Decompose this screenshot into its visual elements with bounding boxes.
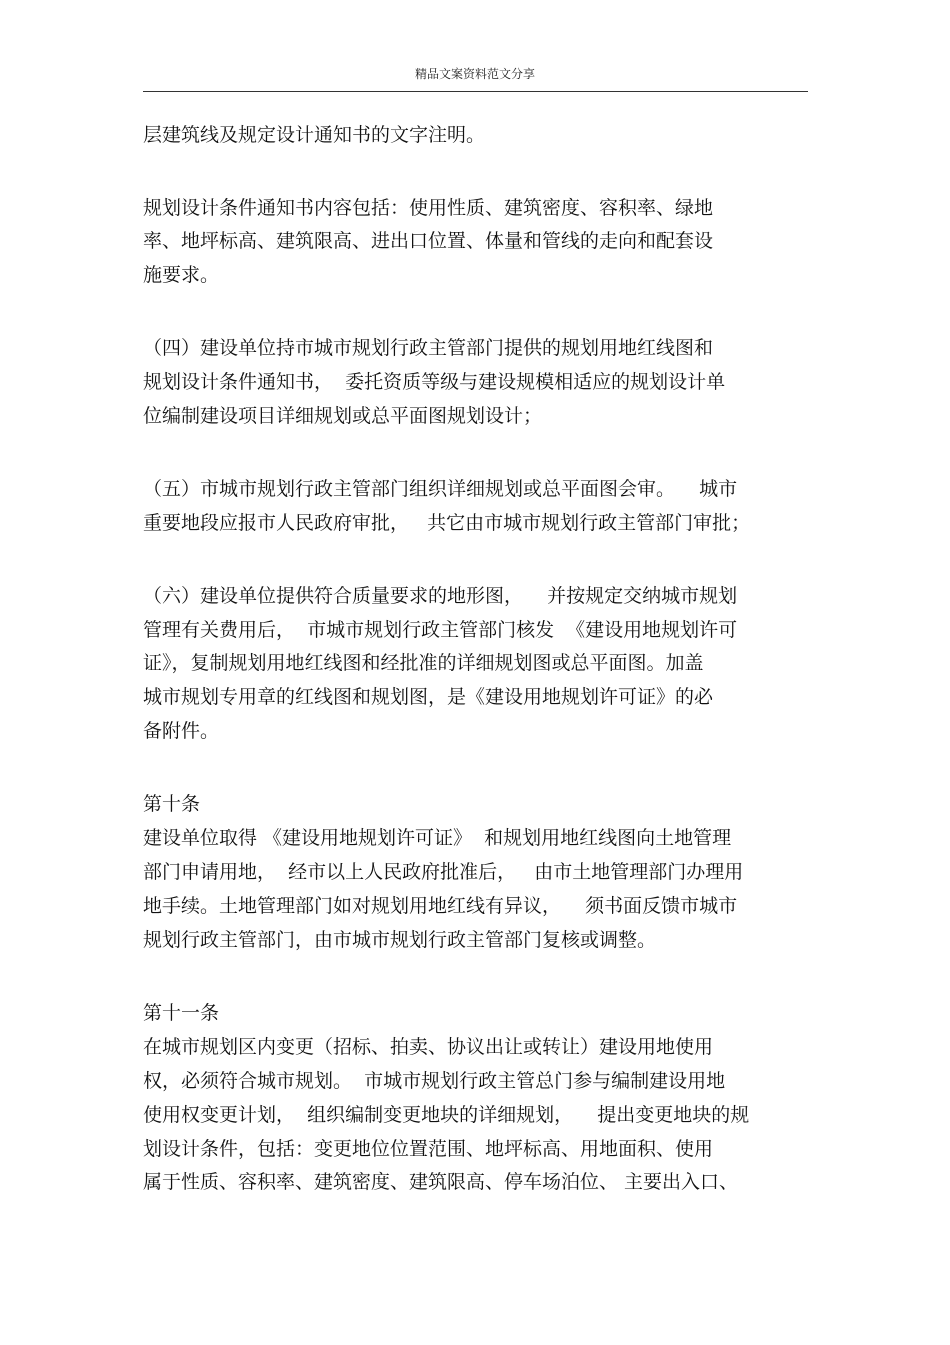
text-line: 在城市规划区内变更（招标、拍卖、协议出让或转让）建设用地使用 — [143, 1036, 714, 1058]
text-line: 管理有关费用后， 市城市规划行政主管部门核发 《建设用地规划许可 — [143, 619, 738, 641]
text-line: 施要求。 — [143, 264, 220, 286]
section-heading: 第十条 — [143, 793, 201, 815]
header-text: 精品文案资料范文分享 — [414, 67, 535, 81]
text-line: 规划行政主管部门，由市城市规划行政主管部门复核或调整。 — [143, 929, 657, 951]
section-heading: 第十一条 — [143, 1002, 220, 1024]
text-line: 建设单位取得 《建设用地规划许可证》 和规划用地红线图向土地管理 — [143, 827, 732, 849]
text-line: 证》，复制规划用地红线图和经批准的详细规划图或总平面图。加盖 — [143, 652, 704, 674]
text-line: 规划设计条件通知书， 委托资质等级与建设规模相适应的规划设计单 — [143, 371, 726, 393]
text-line: 规划设计条件通知书内容包括：使用性质、建筑密度、容积率、绿地 — [143, 197, 714, 219]
text-line: 权，必须符合城市规划。 市城市规划行政主管总门参与编制建设用地 — [143, 1070, 726, 1092]
text-line: （五）市城市规划行政主管部门组织详细规划或总平面图会审。 城市 — [143, 478, 738, 500]
text-line: 属于性质、容积率、建筑密度、建筑限高、停车场泊位、 主要出入口、 — [143, 1171, 739, 1193]
text-line: 层建筑线及规定设计通知书的文字注明。 — [143, 124, 486, 146]
text-line: 位编制建设项目详细规划或总平面图规划设计； — [143, 405, 543, 427]
text-line: 备附件。 — [143, 720, 220, 742]
header-rule — [143, 91, 808, 92]
text-line: 部门申请用地， 经市以上人民政府批准后， 由市土地管理部门办理用 — [143, 861, 744, 883]
text-line: 城市规划专用章的红线图和规划图，是《建设用地规划许可证》的必 — [143, 686, 714, 708]
text-line: 使用权变更计划， 组织编制变更地块的详细规划， 提出变更地块的规 — [143, 1104, 750, 1126]
text-line: （四）建设单位持市城市规划行政主管部门提供的规划用地红线图和 — [143, 337, 714, 359]
text-line: 地手续。土地管理部门如对规划用地红线有异议， 须书面反馈市城市 — [143, 895, 738, 917]
text-line: 划设计条件，包括：变更地位位置范围、地坪标高、用地面积、使用 — [143, 1138, 714, 1160]
text-line: （六）建设单位提供符合质量要求的地形图， 并按规定交纳城市规划 — [143, 585, 738, 607]
text-line: 率、地坪标高、建筑限高、进出口位置、体量和管线的走向和配套设 — [143, 230, 714, 252]
text-line: 重要地段应报市人民政府审批， 共它由市城市规划行政主管部门审批； — [143, 512, 751, 534]
